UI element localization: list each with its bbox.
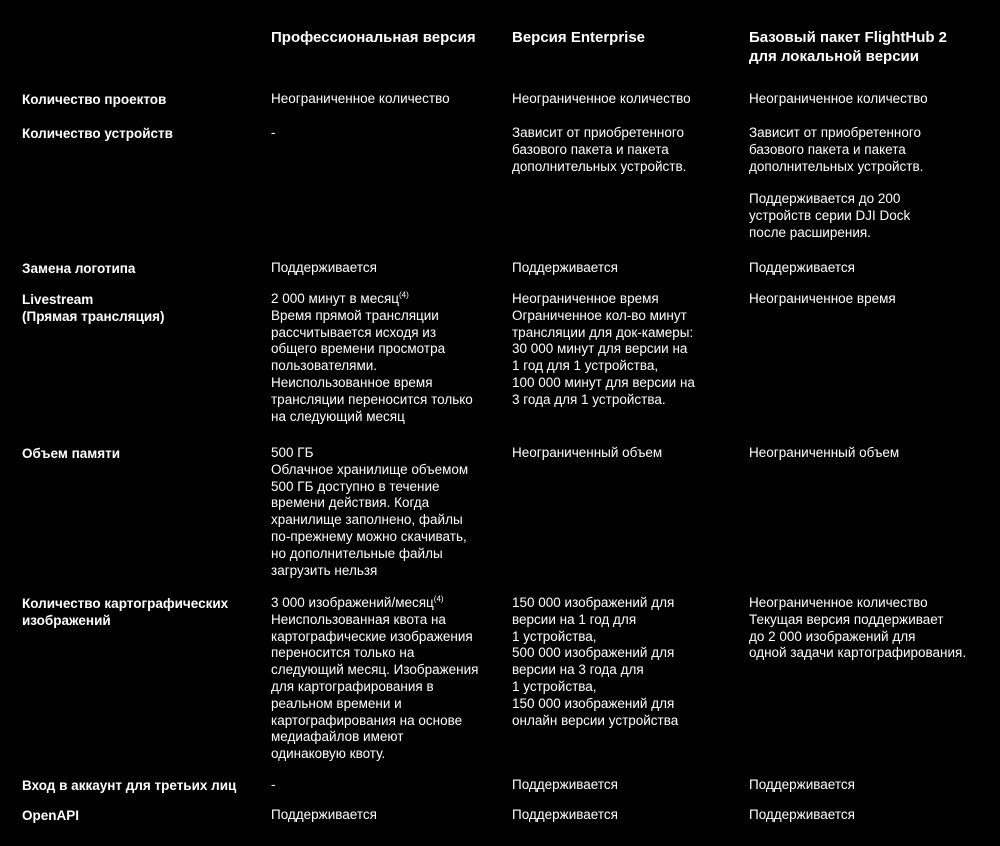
cell-logo-enterprise: Поддерживается [512,260,618,275]
row-label-logo: Замена логотипа [22,261,136,276]
header-local-line: Базовый пакет FlightHub 2 [749,29,948,46]
header-enterprise-text: Версия Enterprise [512,29,646,46]
cell-storage-enterprise: Неограниченный объем [512,445,663,460]
header-local-line: для локальной версии [749,48,919,65]
header-enterprise [512,28,645,47]
cell-projects-enterprise: Неограниченное количество [512,91,691,106]
row-label-livestream: Livestream (Прямая трансляция) [22,292,165,324]
cell-logo-local: Поддерживается [749,260,855,275]
cell-mapping-pro: 3 000 изображений/месяц$^{(4)}$ Неиспользованная квота на картографические изображения переносится только на следующий месяц. Изображения для картографирования в реальном времени и картографирования на основе медиафайлов имеют одинаковую квоту. [271,594,479,762]
cell-openapi-local: Поддерживается [749,807,855,822]
cell-livestream-pro: 2 000 минут в месяц$^{(4)}$ Время прямой трансляции рассчитывается исходя из общего времени просмотра пользователями. Неиспользованное время трансляции переносится только на следующий месяц [271,290,473,424]
row-label-projects: Количество проектов [22,92,167,107]
cell-openapi-enterprise: Поддерживается [512,807,618,822]
row-label-devices: Количество устройств [22,126,173,141]
footnote-marker: (4) [399,290,409,300]
footnote-marker: (4) [433,594,444,604]
cell-logo-pro: Поддерживается [271,260,377,275]
cell-login-pro: - [271,777,276,792]
cell-livestream-enterprise: Неограниченное время Ограниченное кол-во минут трансляции для док-камеры: 30 000 минут для версии на 1 год для 1 устройства, 100 000 минут для версии на 3 года для 1 устройства. [512,291,695,407]
row-label-mapping-images: Количество картографических изображений [22,596,229,628]
cell-projects-local: Неограниченное количество [749,91,928,106]
row-label-storage: Объем памяти [22,446,121,461]
row-label-openapi: OpenAPI [22,808,80,823]
cell-storage-local: Неограниченный объем [749,445,900,460]
cell-login-local: Поддерживается [749,777,855,792]
header-local [749,28,947,66]
cell-openapi-pro: Поддерживается [271,807,377,822]
cell-projects-pro: Неограниченное количество [271,91,450,106]
cell-devices-local: Зависит от приобретенного базового пакета и пакета дополнительных устройств. Поддерживается до 200 устройств серии DJI Dock после расширения. [749,125,924,240]
cell-devices-pro: - [271,125,276,140]
cell-storage-pro: 500 ГБ Облачное хранилище объемом 500 ГБ доступно в течение времени действия. Когда хранилище заполнено, файлы по-прежнему можно скачивать, но дополнительные файлы загрузить нельзя [271,445,469,578]
cell-mapping-local: Неограниченное количество Текущая версия поддерживает до 2 000 изображений для одной задачи картографирования. [749,595,967,661]
cell-livestream-local: Неограниченное время [749,291,896,306]
header-pro-text: Профессиональная версия [271,29,476,46]
cell-login-enterprise: Поддерживается [512,777,618,792]
cell-mapping-enterprise: 150 000 изображений для версии на 1 год для 1 устройства, 500 000 изображений для версии на 3 года для 1 устройства, 150 000 изображений для онлайн версии устройства [512,595,679,728]
row-label-third-party-login: Вход в аккаунт для третьих лиц [22,778,237,793]
cell-devices-enterprise: Зависит от приобретенного базового пакета и пакета дополнительных устройств. [512,125,687,174]
header-pro [271,28,476,47]
